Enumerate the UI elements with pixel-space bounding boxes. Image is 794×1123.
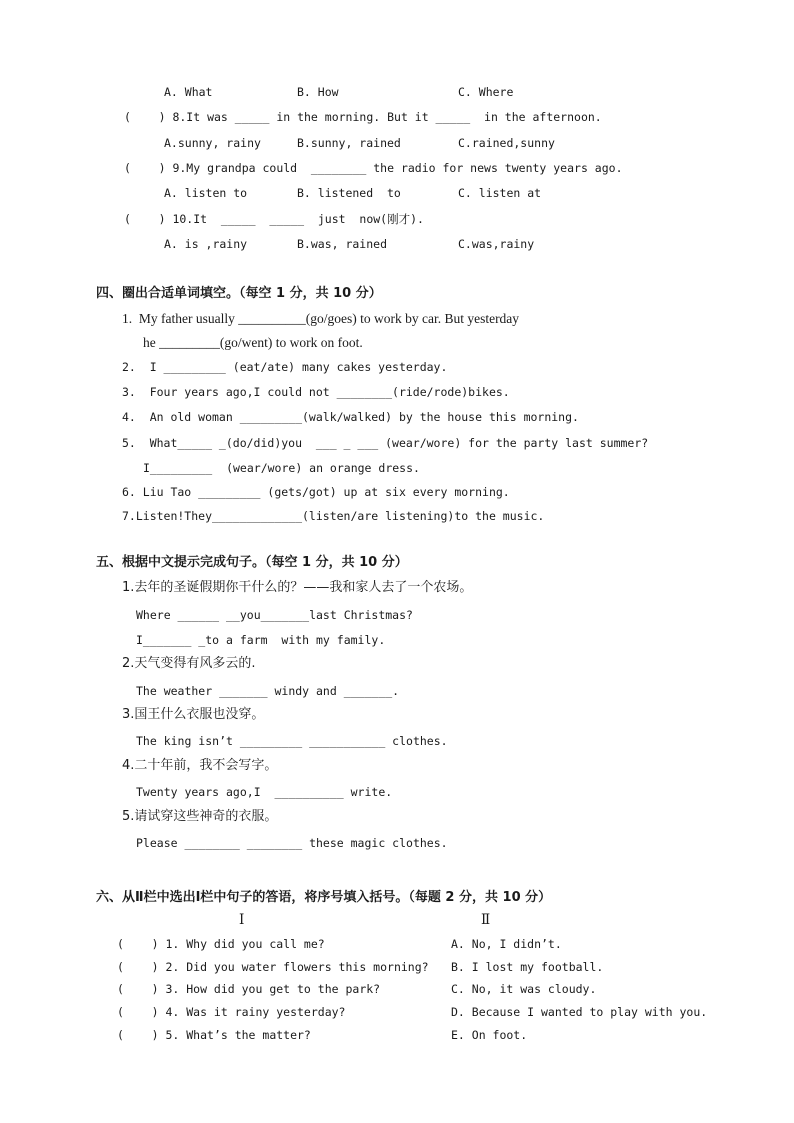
q7-option-a: A. What [164, 85, 213, 99]
matching-answer-e: E. On foot. [451, 1028, 528, 1042]
s4-question-2: 2. I _________ (eat/ate) many cakes yesterday. [122, 360, 448, 374]
q8-option-b: B.sunny, rained [297, 136, 401, 150]
q9-option-b: B. listened to [297, 186, 401, 200]
s4-question-5-line-2: I_________ (wear/wore) an orange dress. [143, 461, 420, 475]
matching-answer-a: A. No, I didn’t. [451, 937, 562, 951]
q10-option-a: A. is ,rainy [164, 237, 248, 251]
question-8: ( ) 8.It was _____ in the morning. But it _____ in the afternoon. [124, 110, 602, 124]
section-5-heading: 五、根据中文提示完成句子。（每空 1 分，共 10 分） [96, 555, 408, 570]
s5-question-5-english: Please ________ ________ these magic clothes. [136, 836, 448, 850]
q7-option-b: B. How [297, 85, 339, 99]
section-4-heading: 四、圈出合适单词填空。（每空 1 分，共 10 分） [96, 286, 382, 301]
q8-option-c: C.rained,sunny [458, 136, 555, 150]
question-9: ( ) 9.My grandpa could ________ the radio for news twenty years ago. [124, 161, 623, 175]
s4-question-1-line-1: 1. My father usually __________(go/goes) to work by car. But yesterday [122, 311, 520, 326]
q9-option-c: C. listen at [458, 186, 542, 200]
q8-option-a: A.sunny, rainy [164, 136, 261, 150]
matching-answer-d: D. Because I wanted to play with you. [451, 1005, 708, 1019]
s4-question-6: 6. Liu Tao _________ (gets/got) up at six every morning. [122, 485, 510, 499]
q7-option-c: C. Where [458, 85, 514, 99]
s5-question-5-chinese: 5.请试穿这些神奇的衣服。 [122, 809, 278, 824]
q10-option-c: C.was,rainy [458, 237, 535, 251]
matching-question-1: ( ) 1. Why did you call me? [117, 937, 325, 951]
matching-answer-b: B. I lost my football. [451, 960, 604, 974]
matching-question-5: ( ) 5. What’s the matter? [117, 1028, 311, 1042]
q9-option-a: A. listen to [164, 186, 248, 200]
matching-question-2: ( ) 2. Did you water flowers this morning? [117, 960, 429, 974]
column-1-header: Ⅰ [239, 912, 245, 927]
s4-question-7: 7.Listen!They_____________(listen/are listening)to the music. [122, 509, 545, 523]
s5-question-1-english-2: I_______ _to a farm with my family. [136, 633, 386, 647]
s4-question-1-line-2: he _________(go/went) to work on foot. [143, 335, 363, 350]
s5-question-4-english: Twenty years ago,I __________ write. [136, 785, 393, 799]
q10-option-b: B.was, rained [297, 237, 388, 251]
s5-question-2-chinese: 2.天气变得有风多云的. [122, 656, 256, 671]
s4-question-3: 3. Four years ago,I could not ________(ride/rode)bikes. [122, 385, 510, 399]
s4-question-5-line-1: 5. What_____ _(do/did)you ___ _ ___ (wear/wore) for the party last summer? [122, 436, 649, 450]
matching-answer-c: C. No, it was cloudy. [451, 982, 597, 996]
s5-question-3-chinese: 3.国王什么衣服也没穿。 [122, 707, 265, 722]
section-6-heading: 六、从Ⅱ栏中选出Ⅰ栏中句子的答语，将序号填入括号。（每题 2 分，共 10 分） [96, 890, 552, 905]
matching-question-3: ( ) 3. How did you get to the park? [117, 982, 381, 996]
s4-question-4: 4. An old woman _________(walk/walked) by the house this morning. [122, 410, 579, 424]
s5-question-2-english: The weather _______ windy and _______. [136, 684, 400, 698]
matching-question-4: ( ) 4. Was it rainy yesterday? [117, 1005, 346, 1019]
question-10: ( ) 10.It _____ _____ just now(刚才). [124, 212, 424, 226]
s5-question-4-chinese: 4.二十年前，我不会写字。 [122, 758, 278, 773]
column-2-header: Ⅱ [481, 912, 491, 927]
s5-question-1-english-1: Where ______ __you_______last Christmas? [136, 608, 413, 622]
s5-question-1-chinese: 1.去年的圣诞假期你干什么的？——我和家人去了一个农场。 [122, 580, 473, 595]
s5-question-3-english: The king isn’t _________ ___________ clothes. [136, 734, 448, 748]
